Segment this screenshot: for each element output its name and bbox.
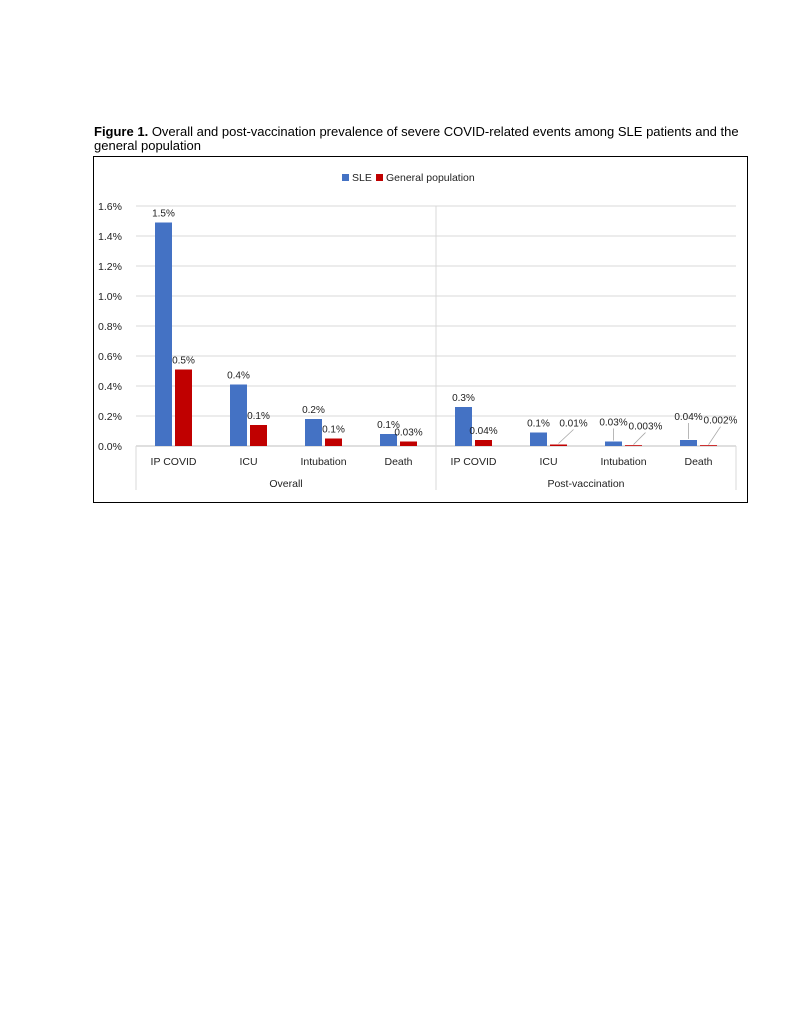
chart-svg <box>94 157 747 502</box>
data-label-leader <box>559 430 574 444</box>
group-label: Overall <box>269 478 303 490</box>
bar-general-population <box>175 370 192 447</box>
bar-general-population <box>400 442 417 447</box>
data-label-leader <box>709 427 721 445</box>
x-tick-label: IP COVID <box>150 456 197 468</box>
x-tick-label: Death <box>684 456 713 468</box>
legend-label: SLE <box>352 172 372 184</box>
y-tick-label: 1.4% <box>98 231 122 243</box>
y-tick-label: 1.2% <box>98 261 122 273</box>
data-label: 0.03% <box>394 427 423 439</box>
data-label: 0.002% <box>703 415 738 427</box>
figure-label: Figure 1. <box>94 124 149 139</box>
bar-sle <box>680 440 697 446</box>
figure-caption-text: Overall and post-vaccination prevalence of severe COVID-related events among SLE patients and the general population <box>94 124 739 153</box>
group-label: Post-vaccination <box>547 478 625 490</box>
y-tick-label: 1.0% <box>98 291 122 303</box>
data-label: 0.1% <box>527 418 550 430</box>
bar-general-population <box>550 445 567 447</box>
bar-sle <box>230 385 247 447</box>
figure-caption <box>94 125 754 153</box>
data-label: 0.1% <box>322 424 345 436</box>
legend-swatch-general-population <box>376 174 383 181</box>
data-label: 0.04% <box>674 412 703 423</box>
data-label: 0.03% <box>599 417 628 429</box>
data-label: 1.5% <box>152 208 175 220</box>
bar-sle <box>530 433 547 447</box>
y-tick-label: 0.8% <box>98 321 122 333</box>
data-label: 0.5% <box>172 355 195 367</box>
y-tick-label: 0.6% <box>98 351 122 363</box>
data-label: 0.3% <box>452 393 475 404</box>
data-label: 0.01% <box>559 418 588 430</box>
data-label: 0.1% <box>247 411 270 422</box>
bar-general-population <box>625 445 642 446</box>
x-tick-label: Intubation <box>600 456 647 468</box>
legend-label: General population <box>386 172 475 184</box>
data-label: 0.1% <box>377 420 400 431</box>
data-label: 0.4% <box>227 370 250 382</box>
bar-general-population <box>250 425 267 446</box>
y-tick-label: 1.6% <box>98 201 122 213</box>
legend-swatch-sle <box>342 174 349 181</box>
y-tick-label: 0.2% <box>98 411 122 423</box>
data-label: 0.2% <box>302 405 325 416</box>
chart-frame <box>93 156 748 503</box>
bar-general-population <box>700 445 717 446</box>
data-label: 0.003% <box>628 421 663 433</box>
bar-general-population <box>325 439 342 447</box>
data-label: 0.04% <box>469 426 498 437</box>
x-tick-label: ICU <box>539 456 558 468</box>
y-tick-label: 0.4% <box>98 381 122 393</box>
y-tick-label: 0.0% <box>98 441 122 453</box>
x-tick-label: Death <box>384 456 413 468</box>
x-tick-label: ICU <box>239 456 258 468</box>
x-tick-label: Intubation <box>300 456 347 468</box>
x-tick-label: IP COVID <box>450 456 497 468</box>
data-label-leader <box>634 433 646 445</box>
bar-general-population <box>475 440 492 446</box>
bar-sle <box>605 442 622 447</box>
bar-sle <box>305 419 322 446</box>
bar-sle <box>155 223 172 447</box>
